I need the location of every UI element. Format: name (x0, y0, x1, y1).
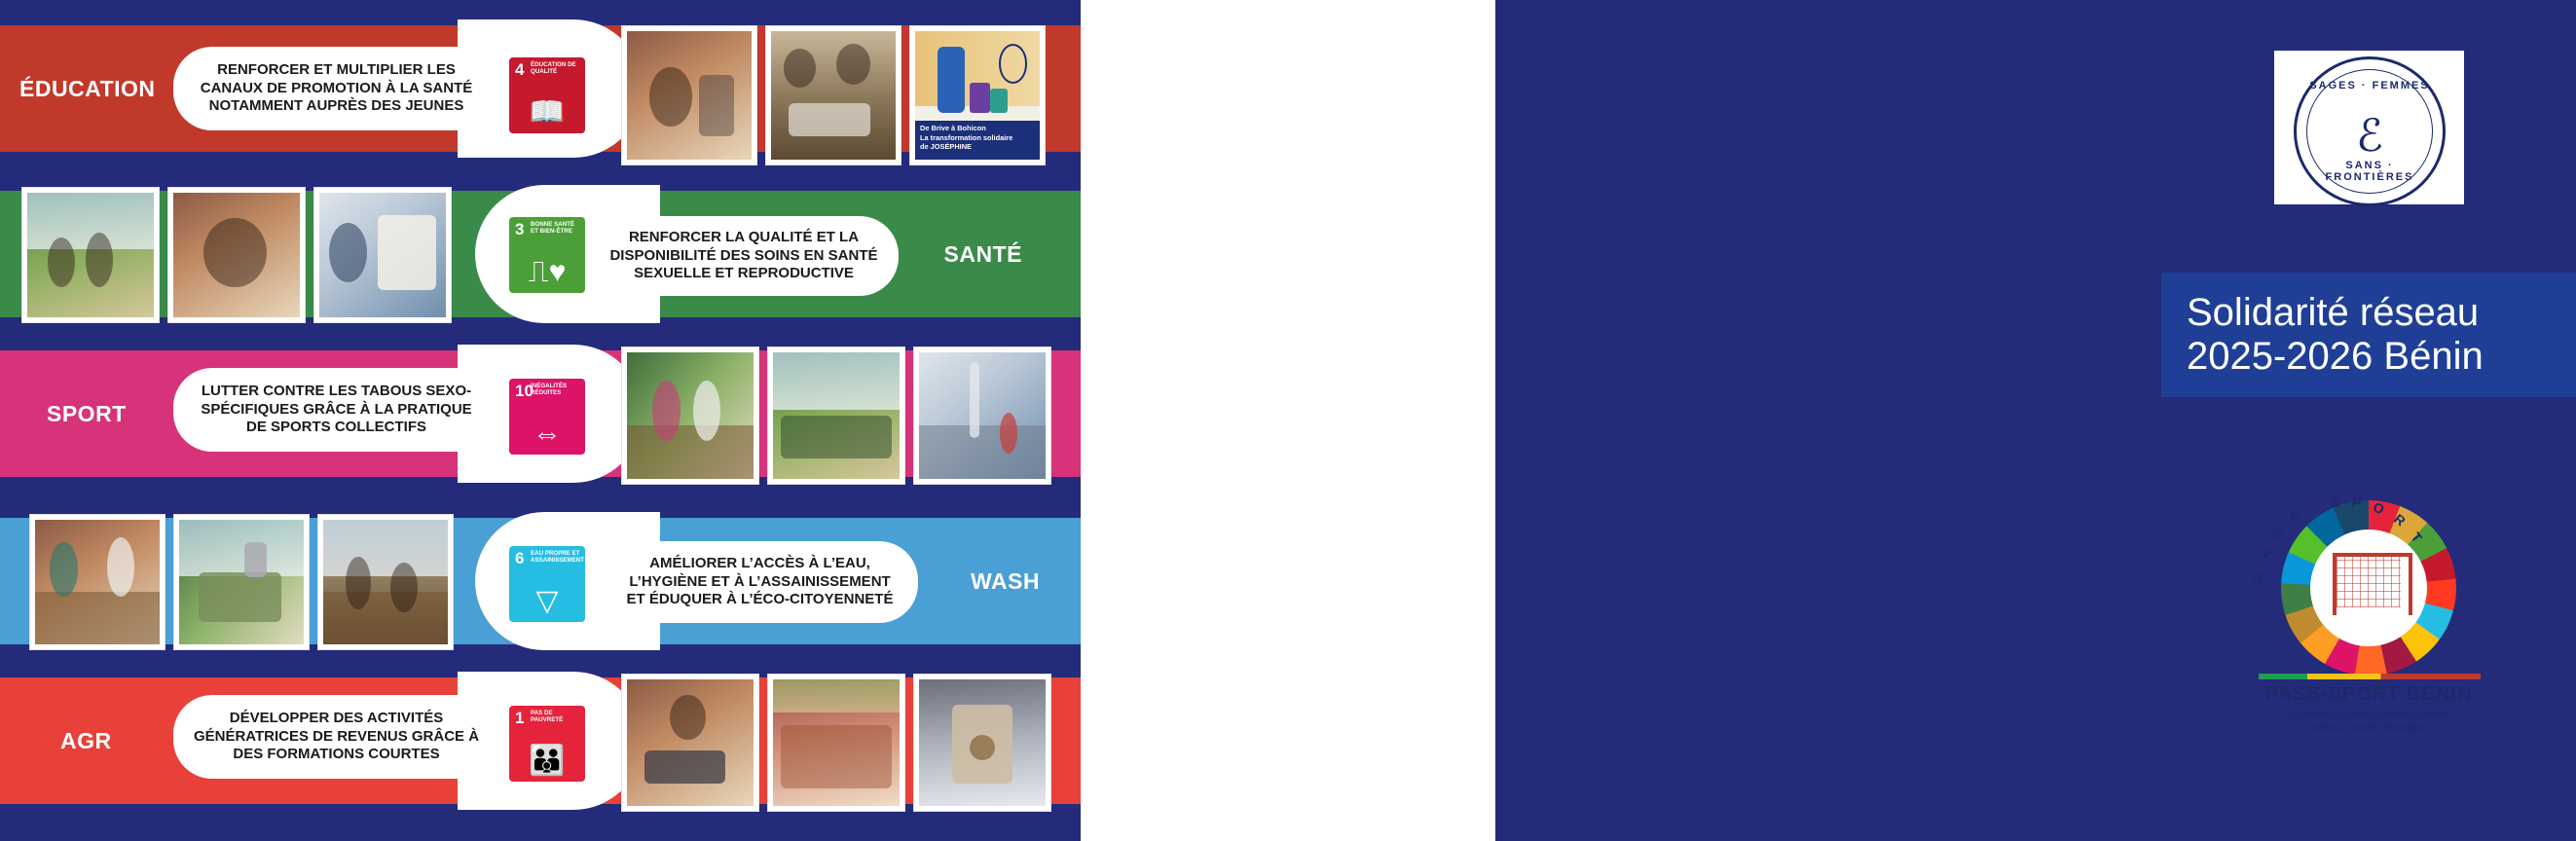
sdg-number-wash: 6 (515, 549, 525, 567)
sfsf-logo (2294, 56, 2446, 206)
sdg-number-sante: 3 (515, 220, 525, 238)
title-line-2: 2025-2026 Bénin (2187, 335, 2484, 378)
theme-label-agr: AGR (60, 728, 112, 753)
photo-education-1 (621, 25, 757, 165)
flag-bar (2259, 674, 2481, 679)
sdg-caption-agr: PAS DE PAUVRETÉ (531, 710, 564, 723)
equal-sign-icon: ⇔ (533, 418, 562, 450)
photo-sante-2 (167, 187, 306, 323)
sfsf-top-text: SAGES · FEMMES (2309, 80, 2430, 91)
photo-sport-3 (913, 347, 1051, 485)
theme-label-wash: WASH (971, 568, 1040, 594)
passsport-name: PASS-SPORT BENIN (2264, 683, 2473, 705)
heartbeat-icon: ⎍♥ (528, 256, 567, 288)
sdg-badge-agr (487, 683, 607, 804)
sfsf-bottom-text: SANS · FRONTIÈRES (2325, 160, 2414, 183)
statement-sante: RENFORCER LA QUALITÉ ET LA DISPONIBILITÉ DES SOINS EN SANTÉ SEXUELLE ET REPRODUCTIVE (589, 216, 899, 296)
book-icon: 📖 (529, 96, 566, 128)
sdg-badge-education (487, 35, 607, 156)
photo-wash-2 (173, 514, 310, 650)
photo-sante-1 (21, 187, 160, 323)
sdg-badge-sport (487, 356, 607, 477)
photo-sante-3 (313, 187, 452, 323)
sdg-number-education: 4 (515, 60, 525, 79)
theme-label-sport: SPORT (47, 401, 127, 426)
title-line-1: Solidarité réseau (2187, 291, 2480, 335)
sdg-caption-sante: BONNE SANTÉ ET BIEN-ÊTRE (531, 221, 575, 235)
sdg-badge-wash (487, 524, 607, 644)
water-drop-icon: ▽ (535, 585, 559, 617)
poster-line-2: La transformation solidaire (920, 132, 1013, 142)
photo-sport-2 (767, 347, 905, 485)
statement-education: RENFORCER ET MULTIPLIER LES CANAUX DE PROMOTION À LA SANTÉ NOTAMMENT AUPRÈS DES JEUNES (173, 47, 499, 130)
diagram-panel (0, 0, 1081, 841)
statement-sport: LUTTER CONTRE LES TABOUS SEXO-SPÉCIFIQUES GRÂCE À LA PRATIQUE DE SPORTS COLLECTIFS (173, 368, 499, 452)
sdg-number-sport: 10 (515, 382, 534, 400)
photo-wash-1 (29, 514, 166, 650)
photo-strip-education (621, 25, 1046, 165)
sdg-number-agr: 1 (515, 709, 525, 727)
theme-label-sante: SANTÉ (943, 241, 1022, 267)
family-icon: 👪 (529, 745, 566, 777)
photo-sport-1 (621, 347, 759, 485)
passsport-subtitle-line-2: Actions Conseils Education (2309, 722, 2428, 734)
passsport-subtitle-line-1: Objectifs de Développement Durable (2289, 710, 2448, 720)
statement-agr: DÉVELOPPER DES ACTIVITÉS GÉNÉRATRICES DE REVENUS GRÂCE À DES FORMATIONS COURTES (173, 695, 499, 779)
poster-line-1: De Brive à Bohicon (920, 124, 986, 133)
passsport-logo (2227, 481, 2510, 734)
photo-strip-sante (21, 187, 452, 323)
photo-education-2 (765, 25, 902, 165)
photo-education-poster (909, 25, 1046, 165)
monogram-icon: ℰ (2356, 111, 2383, 161)
photo-strip-agr (621, 674, 1051, 812)
passsport-subtitle (2227, 709, 2510, 735)
photo-agr-2 (767, 674, 905, 812)
statement-wash: AMÉLIORER L’ACCÈS À L’EAU, L’HYGIÈNE ET À L’ASSAINISSEMENT ET ÉDUQUER À L’ÉCO-CITOYENNETÉ (602, 541, 918, 623)
sdg-caption-education: ÉDUCATION DE QUALITÉ (531, 61, 576, 75)
photo-agr-1 (621, 674, 759, 812)
poster-line-3: de JOSÉPHINE (920, 141, 972, 151)
photo-agr-3 (913, 674, 1051, 812)
title-block (2161, 273, 2576, 397)
sdg-caption-sport: INÉGALITÉS RÉDUITES (531, 383, 568, 396)
passsport-arc-text: P A S S - S P O R T (2250, 494, 2426, 586)
sdg-caption-wash: EAU PROPRE ET ASSAINISSEMENT (531, 550, 585, 564)
photo-wash-3 (317, 514, 454, 650)
photo-strip-wash (29, 514, 454, 650)
photo-strip-sport (621, 347, 1051, 485)
theme-label-education: ÉDUCATION (19, 76, 156, 101)
branding-panel (1081, 0, 2484, 841)
